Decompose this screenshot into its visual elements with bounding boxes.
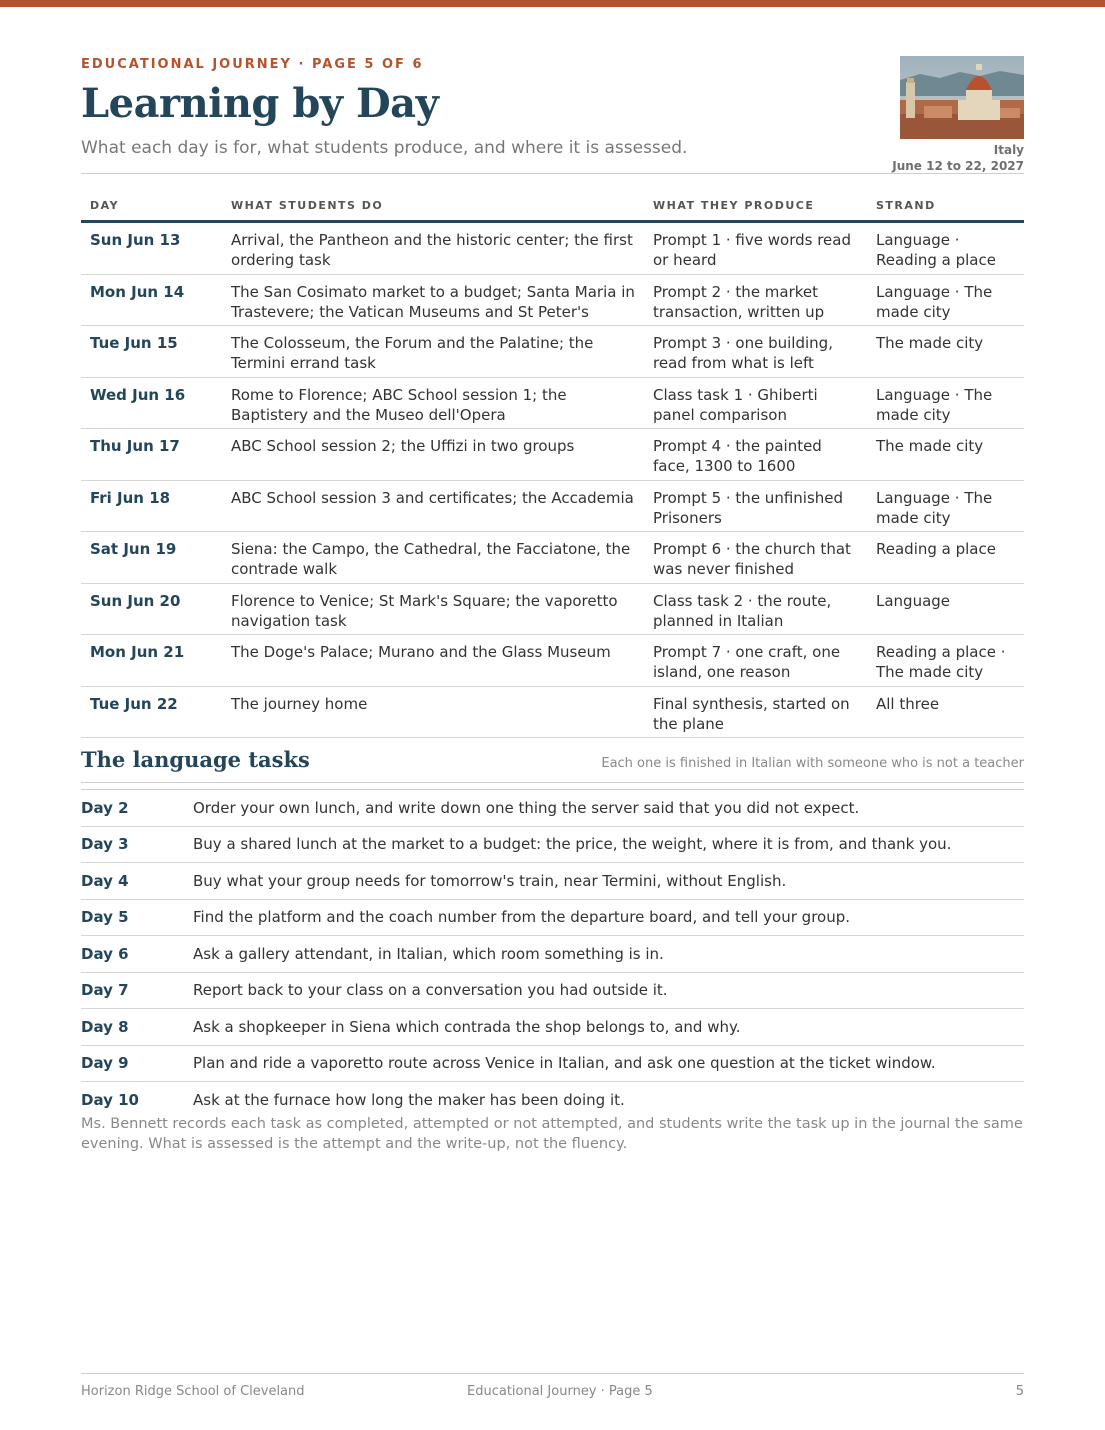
- table-row: [81, 687, 1024, 739]
- task-day: Day 4: [81, 871, 129, 890]
- row-activity: The Doge's Palace; Murano and the Glass Museum: [231, 643, 611, 661]
- task-day: Day 6: [81, 944, 129, 963]
- row-day: Tue Jun 15: [90, 334, 178, 352]
- list-item: [81, 790, 1024, 827]
- list-item: [81, 1082, 1024, 1119]
- list-item: [81, 827, 1024, 864]
- task-text: Ask at the furnace how long the maker has been doing it.: [193, 1091, 625, 1110]
- row-strand: Language · Reading a place: [876, 231, 996, 269]
- row-day: Mon Jun 14: [90, 282, 185, 301]
- row-activity: Rome to Florence; ABC School session 1; the Baptistery and the Museo dell'Opera: [231, 385, 567, 424]
- col-day-header: DAY: [90, 199, 120, 212]
- row-product: Prompt 3 · one building, read from what is left: [653, 334, 833, 372]
- list-item: [81, 1046, 1024, 1083]
- row-product: Prompt 1 · five words read or heard: [653, 231, 851, 269]
- row-day: Sat Jun 19: [90, 540, 177, 558]
- table-row: [81, 481, 1024, 533]
- task-day: Day 7: [81, 981, 129, 1000]
- footer-divider: [81, 1373, 1024, 1374]
- row-product: Prompt 5 · the unfinished Prisoners: [653, 488, 844, 527]
- eyebrow: EDUCATIONAL JOURNEY · PAGE 5 OF 6: [81, 57, 424, 72]
- task-text: Ask a gallery attendant, in Italian, which room something is in.: [193, 944, 664, 963]
- row-day: Mon Jun 21: [90, 643, 185, 661]
- language-tasks-note: Each one is finished in Italian with someone who is not a teacher: [601, 756, 1024, 771]
- table-row: [81, 223, 1024, 275]
- row-day: Sun Jun 20: [90, 591, 181, 610]
- table-row: [81, 326, 1024, 378]
- table-row: [81, 275, 1024, 327]
- language-divider: [81, 782, 1024, 783]
- row-activity: Florence to Venice; St Mark's Square; the vaporetto navigation task: [231, 591, 618, 630]
- row-day: Tue Jun 22: [90, 694, 178, 713]
- task-day: Day 9: [81, 1054, 129, 1073]
- trip-destination-dates: [892, 142, 1024, 174]
- task-text: Order your own lunch, and write down one thing the server said that you did not expect.: [193, 798, 860, 817]
- table-row: [81, 378, 1024, 430]
- list-item: [81, 936, 1024, 973]
- header-divider: [81, 173, 1024, 174]
- row-activity: ABC School session 2; the Uffizi in two groups: [231, 437, 575, 455]
- table-row: [81, 584, 1024, 636]
- row-day: Sun Jun 13: [90, 231, 181, 249]
- task-day: Day 2: [81, 798, 129, 817]
- page-title: Learning by Day: [81, 80, 439, 127]
- row-activity: The San Cosimato market to a budget; Santa Maria in Trastevere; the Vatican Museums and St Peter's: [231, 282, 635, 321]
- table-row: [81, 635, 1024, 687]
- row-product: Final synthesis, started on the plane: [653, 694, 850, 733]
- row-strand: Language · The made city: [876, 488, 993, 527]
- col-strand-header: STRAND: [876, 199, 936, 212]
- row-activity: The journey home: [231, 694, 368, 713]
- task-day: Day 8: [81, 1017, 129, 1036]
- list-item: [81, 900, 1024, 937]
- row-product: Prompt 7 · one craft, one island, one reason: [653, 643, 841, 681]
- trip-dates: June 12 to 22, 2027: [892, 159, 1024, 173]
- table-header: [81, 190, 1024, 223]
- page-subtitle: What each day is for, what students produce, and where it is assessed.: [81, 138, 688, 158]
- assessment-footnote: Ms. Bennett records each task as completed, attempted or not attempted, and students write the task up in the journal the same evening. What is assessed is the attempt and the write-up, not the fluency.: [81, 1116, 1023, 1152]
- language-task-list: [81, 789, 1024, 1119]
- row-product: Prompt 2 · the market transaction, written up: [653, 282, 825, 321]
- task-text: Plan and ride a vaporetto route across Venice in Italian, and ask one question at the ticket window.: [193, 1054, 936, 1073]
- row-product: Class task 2 · the route, planned in Italian: [653, 591, 832, 630]
- task-text: Find the platform and the coach number from the departure board, and tell your group.: [193, 908, 851, 927]
- table-row: [81, 429, 1024, 481]
- florence-duomo-photo: [900, 56, 1024, 139]
- task-day: Day 5: [81, 908, 129, 927]
- row-strand: Reading a place: [876, 540, 996, 558]
- row-strand: Language · The made city: [876, 282, 993, 321]
- footer-center: Educational Journey · Page 5: [467, 1384, 653, 1399]
- col-product-header: WHAT THEY PRODUCE: [653, 199, 815, 212]
- row-strand: The made city: [876, 334, 984, 352]
- row-day: Wed Jun 16: [90, 385, 186, 404]
- row-activity: Arrival, the Pantheon and the historic center; the first ordering task: [231, 231, 633, 269]
- row-strand: The made city: [876, 437, 984, 455]
- destination-label: Italy: [993, 143, 1024, 157]
- row-strand: Language: [876, 591, 951, 610]
- task-day: Day 3: [81, 835, 129, 854]
- row-day: Fri Jun 18: [90, 488, 171, 507]
- task-text: Buy a shared lunch at the market to a budget: the price, the weight, where it is from, and thank you.: [193, 835, 952, 854]
- row-activity: ABC School session 3 and certificates; the Accademia: [231, 488, 634, 507]
- top-accent-bar: [0, 0, 1105, 7]
- row-activity: The Colosseum, the Forum and the Palatine; the Termini errand task: [231, 334, 594, 372]
- language-tasks-title: The language tasks: [81, 747, 310, 772]
- col-activity-header: WHAT STUDENTS DO: [231, 199, 384, 212]
- day-table: [81, 190, 1024, 738]
- row-day: Thu Jun 17: [90, 437, 180, 455]
- row-strand: Language · The made city: [876, 385, 993, 424]
- task-text: Report back to your class on a conversation you had outside it.: [193, 981, 668, 1000]
- row-strand: Reading a place · The made city: [876, 643, 1006, 681]
- list-item: [81, 863, 1024, 900]
- table-row: [81, 532, 1024, 584]
- list-item: [81, 1009, 1024, 1046]
- row-product: Prompt 6 · the church that was never finished: [653, 540, 851, 578]
- row-activity: Siena: the Campo, the Cathedral, the Facciatone, the contrade walk: [231, 540, 631, 578]
- task-day: Day 10: [81, 1091, 139, 1110]
- footer-page-number: 5: [1015, 1384, 1024, 1399]
- row-product: Class task 1 · Ghiberti panel comparison: [653, 385, 818, 424]
- row-strand: All three: [876, 694, 940, 713]
- footer-school: Horizon Ridge School of Cleveland: [81, 1384, 305, 1399]
- task-text: Ask a shopkeeper in Siena which contrada the shop belongs to, and why.: [193, 1017, 741, 1036]
- list-item: [81, 973, 1024, 1010]
- row-product: Prompt 4 · the painted face, 1300 to 1600: [653, 437, 822, 475]
- task-text: Buy what your group needs for tomorrow's train, near Termini, without English.: [193, 871, 787, 890]
